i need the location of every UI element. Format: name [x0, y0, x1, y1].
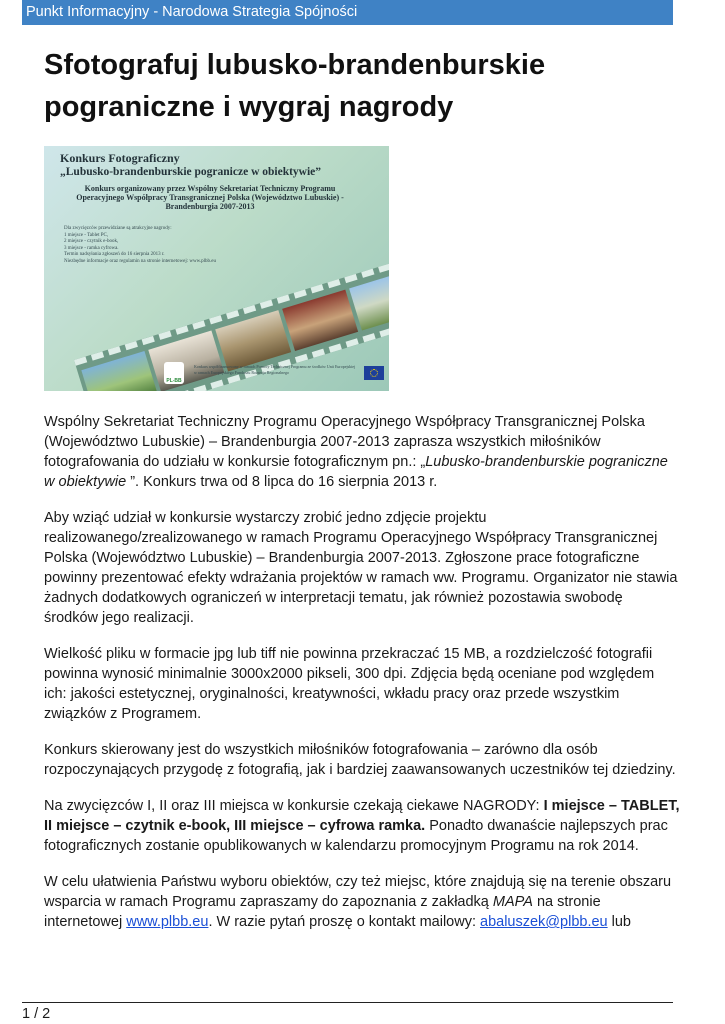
- site-banner: Punkt Informacyjny - Narodowa Strategia Spójności: [22, 0, 673, 25]
- footer-divider: [22, 1002, 673, 1003]
- poster-info-line: Termin nadsyłania zgłoszeń do 16 sierpnia 2013 r.: [64, 252, 165, 257]
- text: . W razie pytań proszę o kontakt mailowy:: [208, 914, 481, 930]
- poster-info: [64, 226, 224, 265]
- email-link[interactable]: abaluszek@plbb.eu: [480, 914, 608, 930]
- poster-info-line: 2 miejsce - czytnik e-book,: [64, 239, 119, 244]
- text: lub: [607, 914, 631, 930]
- poster-title: Konkurs Fotograficzny: [60, 151, 180, 165]
- paragraph: [44, 796, 680, 856]
- eu-flag-icon: [364, 366, 384, 380]
- poster-photo: [282, 290, 358, 351]
- poster-organizer: Konkurs organizowany przez Wspólny Sekretariat Techniczny Programu Operacyjnego Współpracy Transgranicznej Polska (Województwo Lubuskie) - Brandenburgia 2007-2013: [76, 184, 344, 211]
- article-body: [44, 412, 680, 948]
- poster-photo: [215, 310, 291, 371]
- website-link[interactable]: www.plbb.eu: [126, 914, 209, 930]
- paragraph: Konkurs skierowany jest do wszystkich miłośników fotografowania – zarówno dla osób rozpoczynających przygodę z fotografią, jak i bardziej zaawansowanych uczestników tej dziedziny.: [44, 742, 676, 778]
- text: ”. Konkurs trwa od 8 lipca do 16 sierpnia 2013 r.: [126, 474, 438, 490]
- page-title: Sfotografuj lubusko-brandenburskie pograniczne i wygraj nagrody: [44, 49, 546, 123]
- paragraph: [44, 412, 680, 492]
- text: na stronie internetowej: [44, 894, 601, 930]
- paragraph: Aby wziąć udział w konkursie wystarczy zrobić jedno zdjęcie projektu realizowanego/zrealizowanego w ramach Programu Operacyjnego Współpracy Transgranicznej Polska (Województwo Lubuskie) – Brandenburgia 2007-2013. Zgłoszone prace fotograficzne powinny prezentować efekty wdrażania projektów w ramach ww. Programu. Organizator nie stawia żadnych dodatkowych ograniczeń w interpretacji tematu, jak również pozostawia swobodę środków jego realizacji.: [44, 510, 678, 626]
- contest-name: Lubusko-brandenburskie pograniczne w obiektywie: [44, 454, 668, 490]
- text: Wspólny Sekretariat Techniczny Programu Operacyjnego Współpracy Transgranicznej Polska (Województwo Lubuskie) – Brandenburgia 2007-2013 zaprasza wszystkich miłośników fotografowania do udziału w konkursie fotograficznym pn.: „: [44, 414, 645, 470]
- text: Ponadto dwanaście najlepszych prac fotograficznych zostanie opublikowanych w kalendarzu promocyjnym Programu na rok 2014.: [44, 818, 668, 854]
- poster-info-line: 3 miejsce - ramka cyfrowa.: [64, 245, 119, 251]
- contest-poster-image: [44, 146, 389, 391]
- map-tab-name: MAPA: [492, 894, 533, 910]
- poster-photo: [81, 351, 157, 391]
- poster-photo: [148, 331, 224, 391]
- prizes: I miejsce – TABLET, II miejsce – czytnik e-book, III miejsce – cyfrowa ramka.: [44, 798, 680, 834]
- poster-subtitle: „Lubusko-brandenburskie pogranicze w obiektywie”: [60, 166, 322, 178]
- paragraph: Wielkość pliku w formacie jpg lub tiff nie powinna przekraczać 15 MB, a rozdzielczość fotografii powinna wynosić minimalnie 3000x2000 pikseli, 300 dpi. Zdjęcia będą oceniane pod względem ich: jakości estetycznej, oryginalności, kreatywności, wkładu pracy oraz przede wszystkim związków z Programem.: [44, 646, 655, 722]
- text: Na zwycięzców I, II oraz III miejsca w konkursie czekają ciekawe NAGRODY:: [44, 798, 544, 814]
- poster-footer-text: Konkurs współfinansowany w ramach Pomocy Technicznej Programu ze środków Unii Europejskiej w ramach Europejskiego Funduszu Rozwoju Regionalnego: [194, 364, 356, 375]
- program-logo: PL-BB: [164, 362, 184, 384]
- text: W celu ułatwienia Państwu wyboru obiektów, czy też miejsc, które znajdują się na terenie obszaru wsparcia w ramach Programu zapraszamy do zapoznania z zakładką: [44, 874, 672, 910]
- paragraph: [44, 872, 680, 932]
- page-number: 1 / 2: [22, 1006, 51, 1022]
- poster-info-line: Dla zwycięzców przewidziane są atrakcyjne nagrody:: [64, 226, 172, 231]
- poster-info-line: Niezbędne informacje oraz regulamin na stronie internetowej: www.plbb.eu: [64, 258, 216, 264]
- poster-info-line: 1 miejsce - Tablet PC,: [64, 232, 109, 238]
